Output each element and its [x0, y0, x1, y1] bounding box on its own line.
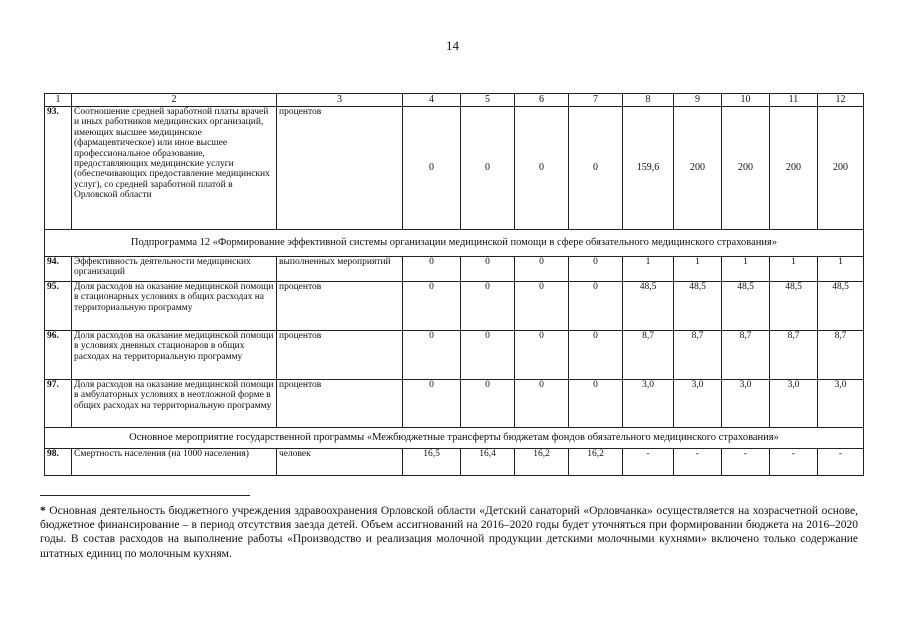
value-cell: 0	[515, 257, 569, 282]
footnote-text: Основная деятельность бюджетного учреждения здравоохранения Орловской области «Детский санаторий «Орловчанка» осуществляется на хозрасчетной основе, бюджетное финансирование – в период отсутствия заезда детей. Объем ассигнований на 2016–2020 годы будет уточняться при формировании бюджета на 2016–2020 годы. В состав расходов на выполнение работы «Производство и реализация молочной продукции детскими молочными кухнями» включено только содержание штатных единиц по молочным кухням.	[40, 505, 858, 560]
value-cell: 0	[461, 257, 515, 282]
row-number-cell: 97.	[45, 380, 72, 428]
header-cell: 1	[45, 94, 72, 107]
section-title: Основное мероприятие государственной программы «Межбюджетные трансферты бюджетам фондов обязательного медицинского страхования»	[45, 428, 864, 449]
indicator-name-cell: Смертность населения (на 1000 населения)	[72, 449, 277, 476]
value-cell: 48,5	[818, 282, 864, 331]
indicator-name-cell: Соотношение средней заработной платы врачей и иных работников медицинских организаций, имеющих высшее медицинское (фармацевтическое) или иное высшее профессиональное образование, предоставляющих медицинские услуги (обеспечивающих предоставление медицинских услуг), со средней заработной платой в Орловской области	[72, 107, 277, 230]
value-cell: 48,5	[722, 282, 770, 331]
header-cell: 9	[674, 94, 722, 107]
value-cell: 16,4	[461, 449, 515, 476]
table-row	[45, 331, 864, 380]
value-cell: 3,0	[770, 380, 818, 428]
value-cell: 200	[770, 107, 818, 230]
value-cell: 0	[569, 107, 623, 230]
value-cell: 3,0	[722, 380, 770, 428]
value-cell: 0	[569, 331, 623, 380]
value-cell: 3,0	[818, 380, 864, 428]
value-cell: -	[818, 449, 864, 476]
value-cell: 8,7	[674, 331, 722, 380]
value-cell: 3,0	[674, 380, 722, 428]
value-cell: 16,2	[515, 449, 569, 476]
value-cell: 1	[722, 257, 770, 282]
value-cell: 0	[515, 107, 569, 230]
value-cell: 0	[461, 282, 515, 331]
value-cell: -	[722, 449, 770, 476]
value-cell: 0	[403, 331, 461, 380]
value-cell: 0	[569, 282, 623, 331]
value-cell: 0	[569, 257, 623, 282]
value-cell: 8,7	[722, 331, 770, 380]
section-title: Подпрограмма 12 «Формирование эффективной системы организации медицинской помощи в сфере обязательного медицинского страхования»	[45, 230, 864, 257]
value-cell: 48,5	[674, 282, 722, 331]
header-cell: 11	[770, 94, 818, 107]
value-cell: 0	[403, 282, 461, 331]
header-cell: 12	[818, 94, 864, 107]
unit-cell: процентов	[277, 331, 403, 380]
value-cell: 1	[818, 257, 864, 282]
column-number-header-row	[45, 94, 864, 107]
table-row	[45, 107, 864, 230]
header-cell: 7	[569, 94, 623, 107]
table-row	[45, 282, 864, 331]
footnote-marker: *	[40, 505, 46, 517]
value-cell: 0	[461, 380, 515, 428]
table-row	[45, 257, 864, 282]
value-cell: -	[770, 449, 818, 476]
header-cell: 4	[403, 94, 461, 107]
value-cell: 48,5	[623, 282, 674, 331]
value-cell: 0	[461, 107, 515, 230]
value-cell: 0	[403, 257, 461, 282]
row-number-cell: 94.	[45, 257, 72, 282]
value-cell: 200	[818, 107, 864, 230]
unit-cell: процентов	[277, 107, 403, 230]
value-cell: -	[674, 449, 722, 476]
value-cell: 0	[403, 380, 461, 428]
value-cell: 8,7	[770, 331, 818, 380]
unit-cell: процентов	[277, 282, 403, 331]
value-cell: 200	[722, 107, 770, 230]
footnote	[40, 504, 858, 561]
value-cell: 159,6	[623, 107, 674, 230]
value-cell: 200	[674, 107, 722, 230]
row-number-cell: 96.	[45, 331, 72, 380]
value-cell: 0	[515, 380, 569, 428]
indicator-name-cell: Эффективность деятельности медицинских организаций	[72, 257, 277, 282]
value-cell: 16,5	[403, 449, 461, 476]
value-cell: 16,2	[569, 449, 623, 476]
row-number-cell: 93.	[45, 107, 72, 230]
table-row	[45, 449, 864, 476]
indicator-name-cell: Доля расходов на оказание медицинской помощи в амбулаторных условиях в неотложной форме в общих расходах на территориальную программу	[72, 380, 277, 428]
value-cell: 0	[569, 380, 623, 428]
value-cell: 3,0	[623, 380, 674, 428]
header-cell: 2	[72, 94, 277, 107]
value-cell: 0	[515, 282, 569, 331]
page-number: 14	[446, 38, 459, 53]
footnote-separator	[40, 495, 250, 496]
value-cell: 1	[623, 257, 674, 282]
header-cell: 10	[722, 94, 770, 107]
header-cell: 8	[623, 94, 674, 107]
indicator-name-cell: Доля расходов на оказание медицинской помощи в стационарных условиях в общих расходах на территориальную программу	[72, 282, 277, 331]
value-cell: -	[623, 449, 674, 476]
section-row	[45, 428, 864, 449]
value-cell: 8,7	[623, 331, 674, 380]
section-row	[45, 230, 864, 257]
value-cell: 48,5	[770, 282, 818, 331]
value-cell: 8,7	[818, 331, 864, 380]
header-cell: 6	[515, 94, 569, 107]
unit-cell: человек	[277, 449, 403, 476]
table-row	[45, 380, 864, 428]
value-cell: 0	[403, 107, 461, 230]
row-number-cell: 98.	[45, 449, 72, 476]
value-cell: 0	[515, 331, 569, 380]
unit-cell: процентов	[277, 380, 403, 428]
row-number-cell: 95.	[45, 282, 72, 331]
header-cell: 5	[461, 94, 515, 107]
value-cell: 1	[770, 257, 818, 282]
value-cell: 1	[674, 257, 722, 282]
header-cell: 3	[277, 94, 403, 107]
value-cell: 0	[461, 331, 515, 380]
unit-cell: выполненных мероприятий	[277, 257, 403, 282]
indicator-name-cell: Доля расходов на оказание медицинской помощи в условиях дневных стационаров в общих расходах на территориальную программу	[72, 331, 277, 380]
indicators-table	[44, 93, 864, 476]
